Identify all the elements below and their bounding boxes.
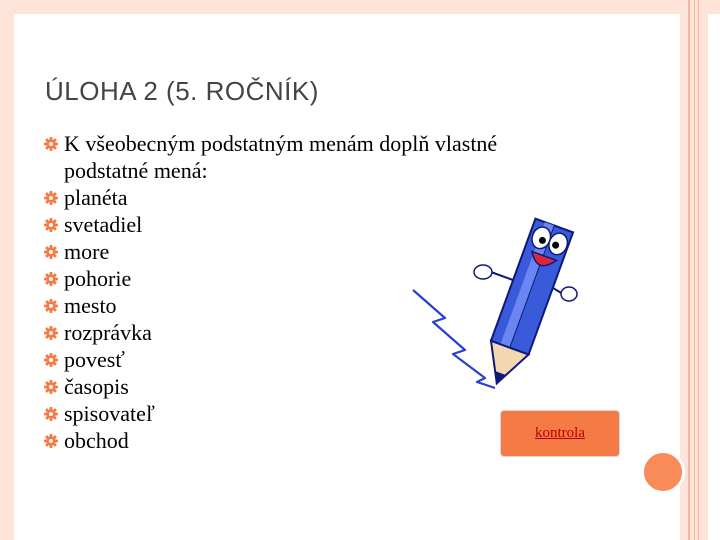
bullet-text: obchod	[64, 428, 129, 453]
gear-icon	[44, 353, 58, 367]
check-button[interactable]	[500, 410, 620, 457]
frame-divider-line	[688, 0, 690, 540]
pencil-character-icon	[405, 210, 585, 405]
frame-divider-line	[698, 0, 699, 540]
bullet-text: planéta	[64, 185, 128, 210]
bullet-text: spisovateľ	[64, 401, 155, 426]
gear-icon	[44, 272, 58, 286]
circle-icon	[641, 450, 685, 494]
bullet-text: rozprávka	[64, 320, 152, 345]
check-button-label[interactable]: kontrola	[535, 425, 585, 441]
list-item	[44, 130, 604, 184]
gear-icon	[44, 191, 58, 205]
gear-icon	[44, 218, 58, 232]
slide-frame-top	[0, 0, 720, 14]
gear-icon	[44, 380, 58, 394]
gear-icon	[44, 434, 58, 448]
gear-icon	[44, 407, 58, 421]
gear-icon	[44, 137, 58, 151]
bullet-text: mesto	[64, 293, 117, 318]
bullet-text: svetadiel	[64, 212, 143, 237]
list-item	[44, 184, 604, 211]
page-title: ÚLOHA 2 (5. ROČNÍK)	[45, 76, 319, 106]
slide-frame-left	[0, 0, 14, 540]
gear-icon	[44, 245, 58, 259]
bullet-text: K všeobecným podstatným menám doplň vlastné podstatné mená:	[64, 131, 498, 183]
bullet-text: pohorie	[64, 266, 132, 291]
bullet-text: povesť	[64, 347, 125, 372]
bullet-text: more	[64, 239, 110, 264]
gear-icon	[44, 326, 58, 340]
gear-icon	[44, 299, 58, 313]
bullet-text: časopis	[64, 374, 129, 399]
frame-divider-line	[694, 0, 695, 540]
